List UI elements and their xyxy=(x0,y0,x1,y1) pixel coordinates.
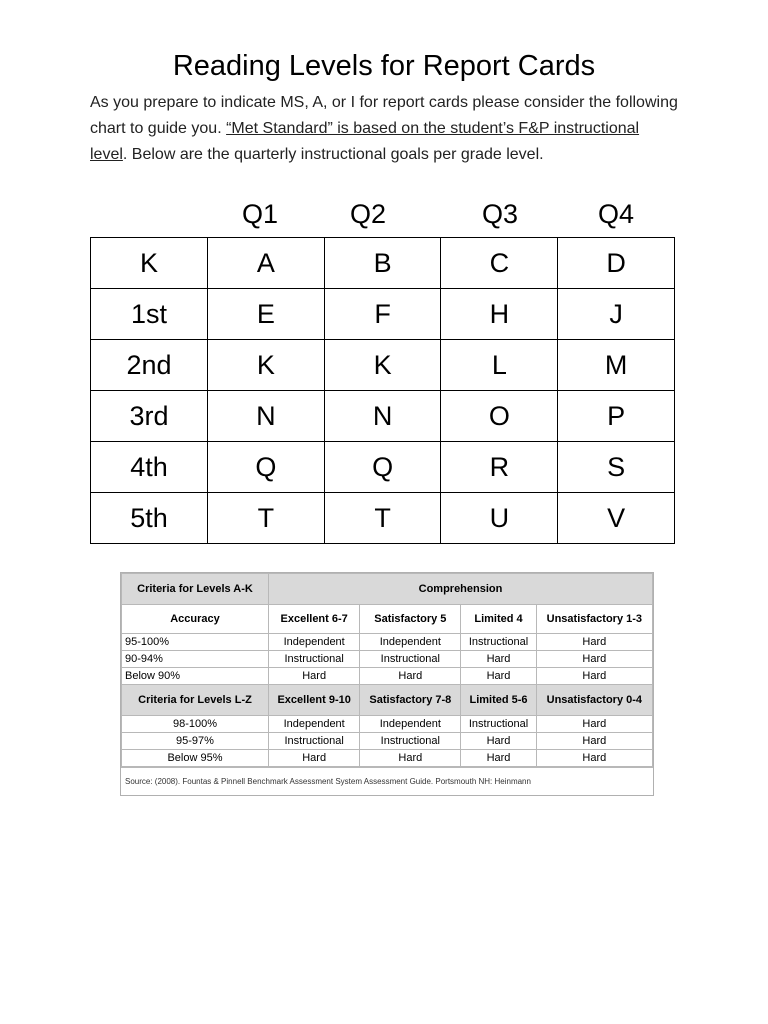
table-cell: Instructional xyxy=(461,716,536,733)
level-cell: N xyxy=(208,391,325,442)
col-header: Limited 4 xyxy=(461,605,536,634)
table-row xyxy=(91,289,675,340)
table-cell: Independent xyxy=(360,634,461,651)
level-cell: O xyxy=(441,391,558,442)
table-cell: Independent xyxy=(269,716,360,733)
level-cell: D xyxy=(558,238,675,289)
table-cell: Hard xyxy=(536,716,652,733)
table-cell: Hard xyxy=(360,750,461,767)
level-cell: F xyxy=(324,289,441,340)
accuracy-cell: 95-97% xyxy=(122,733,269,750)
table-cell: Hard xyxy=(536,634,652,651)
accuracy-header: Accuracy xyxy=(122,605,269,634)
quarter-header-q3: Q3 xyxy=(481,199,519,229)
table-row xyxy=(122,685,653,716)
table-cell: Independent xyxy=(269,634,360,651)
accuracy-cell: 90-94% xyxy=(122,651,269,668)
source-citation: Source: (2008). Fountas & Pinnell Benchmark Assessment System Assessment Guide. Portsmouth NH: Heinmann xyxy=(121,767,653,789)
grade-cell: 1st xyxy=(91,289,208,340)
quarter-header-q2: Q2 xyxy=(349,199,387,229)
quarter-headers xyxy=(0,194,768,234)
criteria-section1-header: Criteria for Levels A-K xyxy=(122,574,269,605)
level-cell: L xyxy=(441,340,558,391)
grade-cell: 2nd xyxy=(91,340,208,391)
table-cell: Instructional xyxy=(360,651,461,668)
accuracy-cell: Below 95% xyxy=(122,750,269,767)
level-cell: Q xyxy=(208,442,325,493)
accuracy-cell: 95-100% xyxy=(122,634,269,651)
intro-underlined-text: “Met Standard” is based on the student’s F&P instructional level xyxy=(90,120,640,163)
level-cell: V xyxy=(558,493,675,544)
table-cell: Hard xyxy=(536,668,652,685)
table-cell: Hard xyxy=(360,668,461,685)
table-cell: Hard xyxy=(536,733,652,750)
grade-cell: 5th xyxy=(91,493,208,544)
level-cell: B xyxy=(324,238,441,289)
table-row xyxy=(122,716,653,733)
table-row xyxy=(91,340,675,391)
table-row xyxy=(122,651,653,668)
page-title: Reading Levels for Report Cards xyxy=(172,50,596,82)
intro-text-2: . Below are the quarterly instructional goals per grade level. xyxy=(122,146,544,163)
level-cell: E xyxy=(208,289,325,340)
level-cell: N xyxy=(324,391,441,442)
comprehension-header: Comprehension xyxy=(269,574,653,605)
col-header: Excellent 9-10 xyxy=(269,685,360,716)
col-header: Unsatisfactory 0-4 xyxy=(536,685,652,716)
level-cell: K xyxy=(324,340,441,391)
level-cell: H xyxy=(441,289,558,340)
col-header: Excellent 6-7 xyxy=(269,605,360,634)
col-header: Satisfactory 5 xyxy=(360,605,461,634)
criteria-image xyxy=(120,572,654,796)
table-row xyxy=(122,634,653,651)
table-row xyxy=(122,733,653,750)
table-cell: Hard xyxy=(461,750,536,767)
table-cell: Hard xyxy=(269,668,360,685)
accuracy-cell: 98-100% xyxy=(122,716,269,733)
grade-cell: K xyxy=(91,238,208,289)
level-cell: J xyxy=(558,289,675,340)
table-cell: Independent xyxy=(360,716,461,733)
grade-cell: 3rd xyxy=(91,391,208,442)
level-cell: R xyxy=(441,442,558,493)
table-cell: Instructional xyxy=(360,733,461,750)
grade-cell: 4th xyxy=(91,442,208,493)
level-cell: K xyxy=(208,340,325,391)
table-row xyxy=(122,668,653,685)
level-cell: S xyxy=(558,442,675,493)
col-header: Limited 5-6 xyxy=(461,685,536,716)
table-row xyxy=(122,574,653,605)
table-row xyxy=(91,493,675,544)
quarter-header-q4: Q4 xyxy=(597,199,635,229)
table-row xyxy=(91,442,675,493)
table-cell: Hard xyxy=(536,750,652,767)
table-cell: Instructional xyxy=(269,651,360,668)
quarter-header-q1: Q1 xyxy=(241,199,279,229)
table-row xyxy=(91,391,675,442)
criteria-table xyxy=(121,573,653,767)
level-cell: U xyxy=(441,493,558,544)
table-row xyxy=(122,605,653,634)
criteria-section2-header: Criteria for Levels L-Z xyxy=(122,685,269,716)
table-row xyxy=(91,238,675,289)
intro-paragraph xyxy=(90,90,680,168)
intro-text-1: As you prepare to indicate MS, A, or I for report cards please consider the following chart to guide you. xyxy=(90,94,678,137)
level-cell: C xyxy=(441,238,558,289)
accuracy-cell: Below 90% xyxy=(122,668,269,685)
reading-levels-table xyxy=(90,237,675,544)
table-cell: Hard xyxy=(536,651,652,668)
table-cell: Hard xyxy=(461,668,536,685)
level-cell: T xyxy=(324,493,441,544)
table-cell: Instructional xyxy=(269,733,360,750)
level-cell: P xyxy=(558,391,675,442)
table-cell: Instructional xyxy=(461,634,536,651)
level-cell: Q xyxy=(324,442,441,493)
level-cell: M xyxy=(558,340,675,391)
table-cell: Hard xyxy=(269,750,360,767)
col-header: Unsatisfactory 1-3 xyxy=(536,605,652,634)
level-cell: A xyxy=(208,238,325,289)
col-header: Satisfactory 7-8 xyxy=(360,685,461,716)
level-cell: T xyxy=(208,493,325,544)
table-cell: Hard xyxy=(461,733,536,750)
table-cell: Hard xyxy=(461,651,536,668)
table-row xyxy=(122,750,653,767)
